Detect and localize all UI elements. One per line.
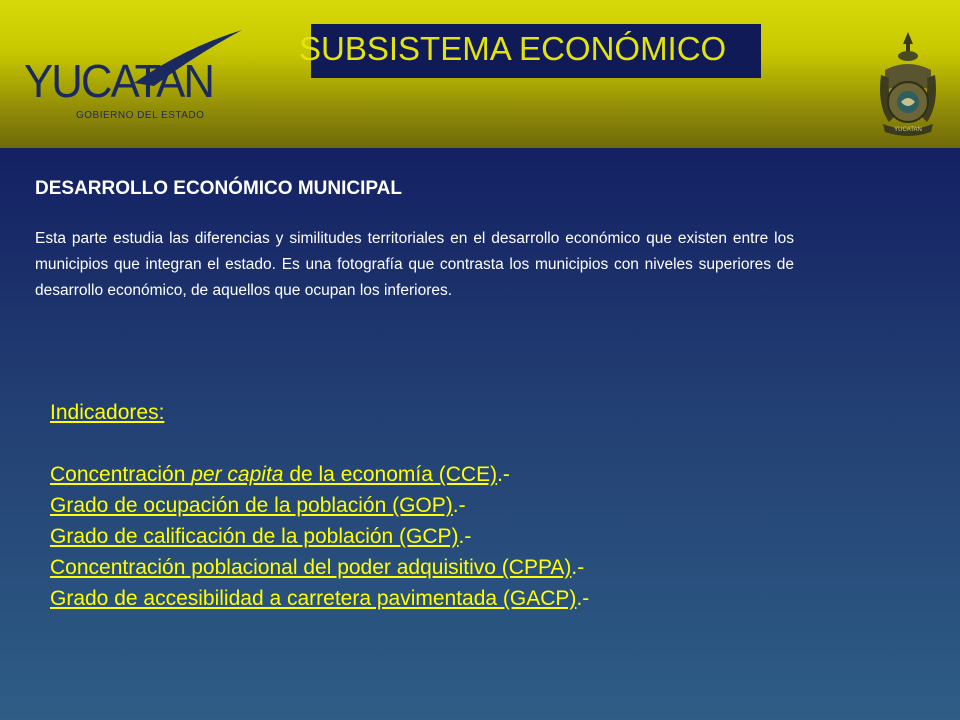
- indicator-gcp: [50, 521, 850, 552]
- indicator-cppa-tail: .-: [571, 556, 585, 579]
- indicator-cce-emphasis: per capita: [191, 463, 284, 486]
- indicator-cce-tail: .-: [497, 463, 510, 486]
- section-description: Esta parte estudia las diferencias y similitudes territoriales en el desarrollo económico que existen entre los municipios que integran el estado. Es una fotografía que contrasta los municipios con niveles superiores de desarrollo económico, de aquellos que ocupan los inferiores.: [35, 230, 794, 299]
- indicator-gacp-tail: .-: [576, 587, 590, 610]
- state-seal-icon: [873, 30, 943, 142]
- indicators-title: Indicadores:: [50, 401, 165, 424]
- seal-label: YUCATAN: [894, 127, 922, 133]
- logo-main-text: YUCATAN: [24, 55, 214, 107]
- section-heading: DESARROLLO ECONÓMICO MUNICIPAL: [35, 178, 402, 199]
- logo-subtitle: GOBIERNO DEL ESTADO: [76, 110, 205, 121]
- indicator-cce-suffix: de la economía (CCE): [283, 463, 498, 486]
- indicator-cppa: [50, 552, 850, 583]
- page-title: SUBSISTEMA ECONÓMICO: [299, 30, 727, 67]
- indicator-gop-tail: .-: [452, 494, 466, 517]
- indicator-gcp-tail: .-: [458, 525, 472, 548]
- indicator-gacp: [50, 583, 850, 614]
- indicator-gop-link[interactable]: Grado de ocupación de la población (GOP): [50, 494, 453, 517]
- indicator-cce-prefix: Concentración: [50, 463, 192, 486]
- indicator-gacp-link[interactable]: Grado de accesibilidad a carretera pavimentada (GACP): [50, 587, 577, 610]
- indicator-cce: [50, 459, 850, 490]
- indicator-cce-link[interactable]: [50, 463, 497, 486]
- indicator-cppa-link[interactable]: Concentración poblacional del poder adquisitivo (CPPA): [50, 556, 572, 579]
- indicator-gop: [50, 490, 850, 521]
- indicators-list: [50, 397, 850, 614]
- yucatan-logo: [24, 28, 254, 128]
- indicator-gcp-link[interactable]: Grado de calificación de la población (GCP): [50, 525, 459, 548]
- header-banner: [0, 0, 960, 148]
